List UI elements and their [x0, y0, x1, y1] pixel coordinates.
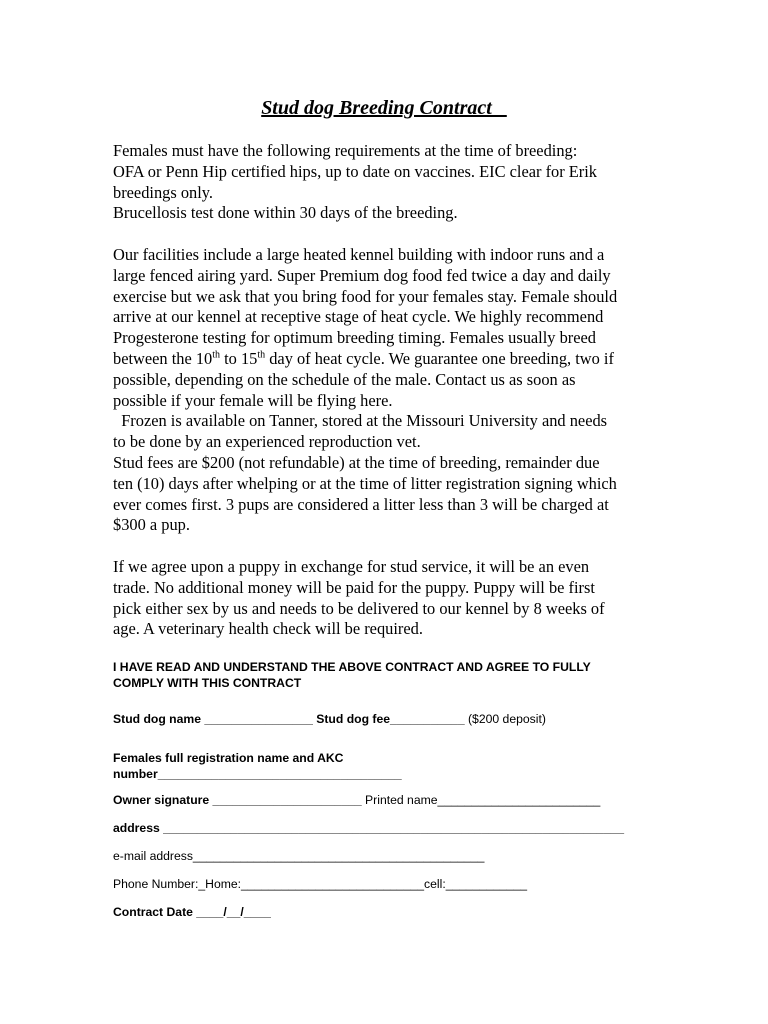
owner-signature-row: [113, 792, 600, 808]
requirements-line: OFA or Penn Hip certified hips, up to date on vaccines. EIC clear for Erik: [113, 161, 597, 181]
acknowledgement-line: COMPLY WITH THIS CONTRACT: [113, 676, 302, 690]
facilities-line: possible, depending on the schedule of the male. Contact us as soon as: [113, 369, 576, 389]
heat-cycle-text-c: day of heat cycle. We guarantee one breeding, two if: [265, 348, 614, 368]
female-registration-label: Females full registration name and AKC: [113, 751, 344, 765]
requirements-line: Brucellosis test done within 30 days of the breeding.: [113, 203, 458, 223]
acknowledgement-statement: [113, 659, 673, 691]
puppy-line: age. A veterinary health check will be required.: [113, 619, 423, 639]
puppy-line: If we agree upon a puppy in exchange for stud service, it will be an even: [113, 557, 590, 576]
puppy-paragraph: [113, 557, 673, 640]
facilities-line: ever comes first. 3 pups are considered a litter less than 3 will be charged at: [113, 494, 609, 514]
puppy-line: trade. No additional money will be paid for the puppy. Puppy will be first: [113, 577, 595, 597]
superscript-th: th: [257, 349, 266, 361]
requirements-line: breedings only.: [113, 182, 213, 202]
stud-dog-name-field[interactable]: Stud dog name ________________: [113, 712, 313, 726]
facilities-line: $300 a pup.: [113, 515, 190, 535]
title-text: Stud dog Breeding Contract: [261, 97, 507, 119]
female-akc-number-field[interactable]: number____________________________________: [113, 767, 402, 781]
facilities-line: exercise but we ask that you bring food for your females stay. Female should: [113, 286, 618, 306]
puppy-line: pick either sex by us and needs to be delivered to our kennel by 8 weeks of: [113, 598, 605, 618]
heat-cycle-text-a: between the 10: [113, 348, 213, 368]
facilities-line: Our facilities include a large heated kennel building with indoor runs and a: [113, 245, 605, 264]
facilities-line: large fenced airing yard. Super Premium dog food fed twice a day and daily: [113, 265, 611, 285]
superscript-th: th: [212, 349, 220, 361]
address-field[interactable]: address ____________________________________________________________________: [113, 821, 625, 835]
printed-name-field[interactable]: Printed name________________________: [361, 793, 601, 807]
facilities-line: possible if your female will be flying here.: [113, 390, 393, 410]
stud-dog-fee-field[interactable]: Stud dog fee___________: [312, 712, 465, 726]
facilities-line: arrive at our kennel at receptive stage of heat cycle. We highly recommend: [113, 307, 604, 327]
email-address-field[interactable]: e-mail address___________________________________________: [113, 849, 485, 863]
heat-cycle-text-b: to 15: [220, 348, 258, 368]
facilities-line: Stud fees are $200 (not refundable) at the time of breeding, remainder due: [113, 452, 600, 472]
page-title: [0, 95, 768, 121]
owner-signature-field[interactable]: Owner signature ______________________: [113, 793, 362, 807]
facilities-line: Progesterone testing for optimum breeding timing. Females usually breed: [113, 328, 596, 348]
stud-dog-row: [113, 711, 546, 727]
facilities-line: ten (10) days after whelping or at the time of litter registration signing which: [113, 473, 617, 493]
requirements-line: Females must have the following requirements at the time of breeding:: [113, 141, 578, 160]
phone-number-field[interactable]: Phone Number:_Home:___________________________cell:____________: [113, 877, 528, 891]
facilities-paragraph: [113, 245, 673, 536]
facilities-line: Frozen is available on Tanner, stored at the Missouri University and needs: [113, 411, 608, 431]
acknowledgement-line: I HAVE READ AND UNDERSTAND THE ABOVE CONTRACT AND AGREE TO FULLY: [113, 660, 591, 674]
facilities-line-heat-cycle: [113, 349, 673, 370]
requirements-paragraph: [113, 141, 673, 224]
stud-fee-note: ($200 deposit): [464, 712, 546, 726]
contract-date-field[interactable]: Contract Date ____/__/____: [113, 905, 271, 919]
facilities-line: to be done by an experienced reproduction vet.: [113, 432, 421, 452]
